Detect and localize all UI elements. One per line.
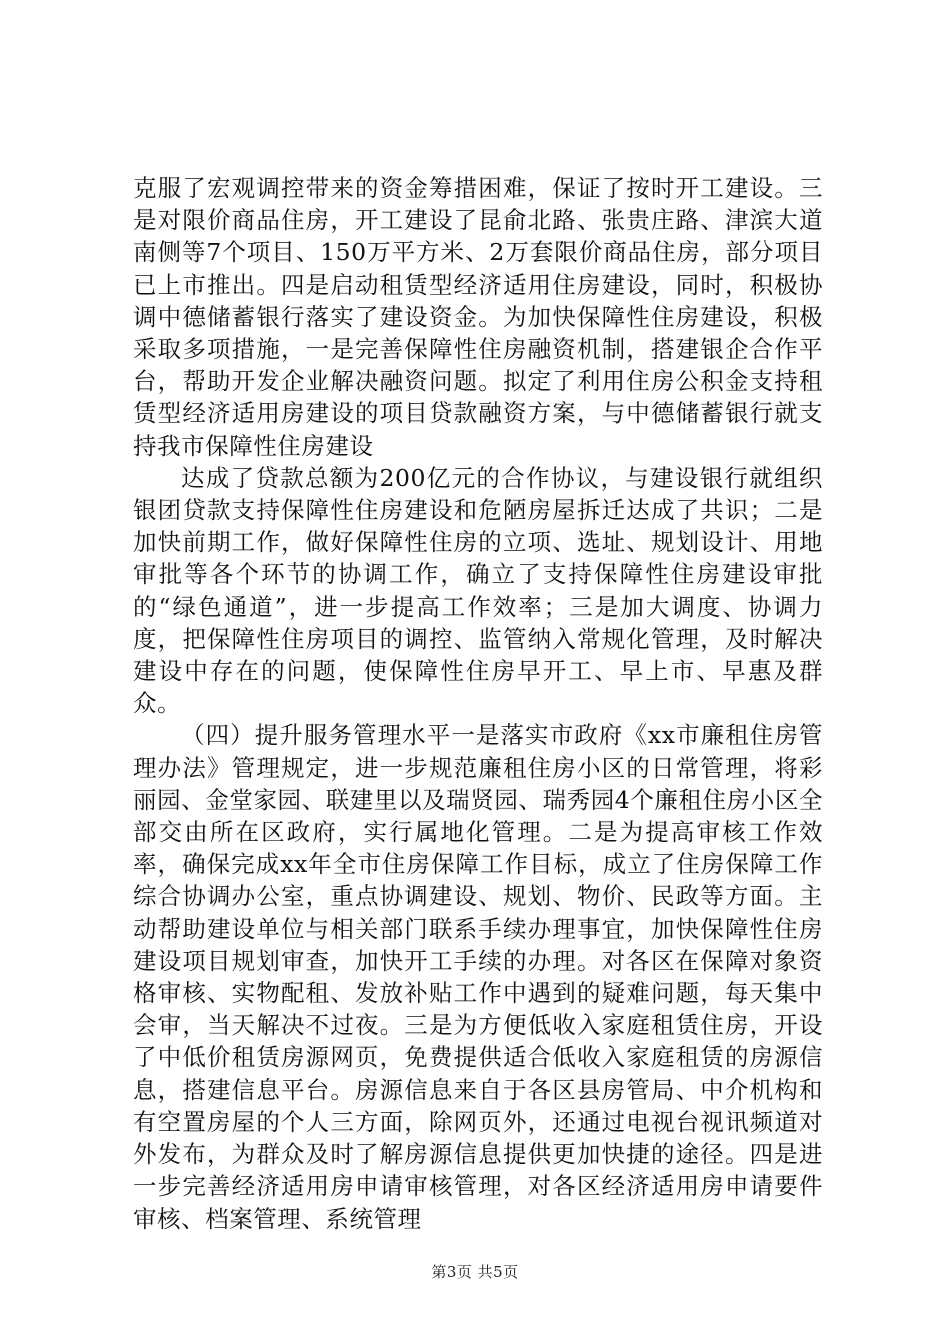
paragraph-3: （四）提升服务管理水平一是落实市政府《xx市廉租住房管理办法》管理规定，进一步规范廉租住房小区的日常管理，将彩丽园、金堂家园、联建里以及瑞贤园、瑞秀园4个廉租住房小区全部交由所在区政府，实行属地化管理。二是为提高审核工作效率，确保完成xx年全市住房保障工作目标，成立了住房保障工作综合协调办公室，重点协调建设、规划、物价、民政等方面。主动帮助建设单位与相关部门联系手续办理事宜，加快保障性住房建设项目规划审查，加快开工手续的办理。对各区在保障对象资格审核、实物配租、发放补贴工作中遇到的疑难问题，每天集中会审，当天解决不过夜。三是为方便低收入家庭租赁住房，开设了中低价租赁房源网页，免费提供适合低收入家庭租赁的房源信息，搭建信息平台。房源信息来自于各区县房管局、中介机构和有空置房屋的个人三方面，除网页外，还通过电视台视讯频道对外发布，为群众及时了解房源信息提供更加快捷的途径。四是进一步完善经济适用房申请审核管理，对各区经济适用房申请要件审核、档案管理、系统管理	[133, 721, 823, 1233]
page-number-indicator: 第3页 共5页	[431, 1263, 519, 1281]
document-body	[133, 172, 823, 1235]
paragraph-1: 克服了宏观调控带来的资金筹措困难，保证了按时开工建设。三是对限价商品住房，开工建设了昆俞北路、张贵庄路、津滨大道南侧等7个项目、150万平方米、2万套限价商品住房，部分项目已上市推出。四是启动租赁型经济适用住房建设，同时，积极协调中德储蓄银行落实了建设资金。为加快保障性住房建设，积极采取多项措施，一是完善保障性住房融资机制，搭建银企合作平台，帮助开发企业解决融资问题。拟定了利用住房公积金支持租赁型经济适用房建设的项目贷款融资方案，与中德储蓄银行就支持我市保障性住房建设	[133, 174, 823, 460]
page-footer	[0, 1262, 950, 1282]
paragraph-2: 达成了贷款总额为200亿元的合作协议，与建设银行就组织银团贷款支持保障性住房建设和危陋房屋拆迁达成了共识；二是加快前期工作，做好保障性住房的立项、选址、规划设计、用地审批等各个环节的协调工作，确立了支持保障性住房建设审批的“绿色通道”，进一步提高工作效率；三是加大调度、协调力度，把保障性住房项目的调控、监管纳入常规化管理，及时解决建设中存在的问题，使保障性住房早开工、早上市、早惠及群众。	[133, 463, 823, 718]
